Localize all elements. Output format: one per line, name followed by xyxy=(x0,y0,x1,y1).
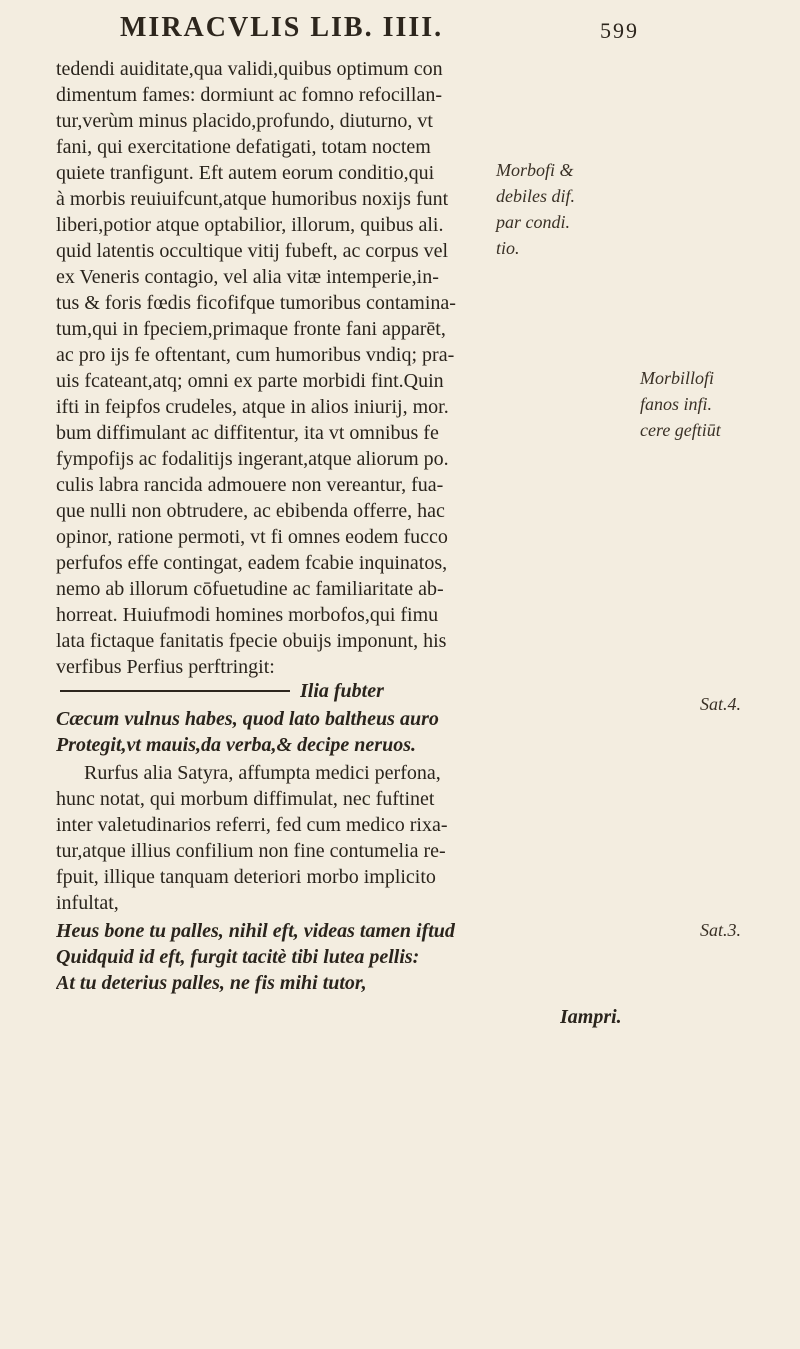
margin-note: cere geftiūt xyxy=(640,420,721,440)
text-line: horreat. Huiufmodi homines morbofos,qui fimu xyxy=(56,604,439,626)
text-line: infultat, xyxy=(56,892,119,914)
text-line: culis labra rancida admouere non vereantur, fua- xyxy=(56,474,444,496)
text-line: uis fcateant,atq; omni ex parte morbidi fint.Quin xyxy=(56,370,444,392)
text-line: ifti in feipfos crudeles, atque in alios iniurij, mor. xyxy=(56,396,449,418)
page-number: 599 xyxy=(600,18,639,43)
text-line: fpuit, illique tanquam deteriori morbo implicito xyxy=(56,866,436,888)
margin-note: Morbofi & xyxy=(496,160,574,180)
text-line: ac pro ijs fe oftentant, cum humoribus vndiq; pra- xyxy=(56,344,455,366)
text-line: verfibus Perfius perftringit: xyxy=(56,656,275,678)
text-line: fympofijs ac fodalitijs ingerant,atque aliorum po. xyxy=(56,448,449,470)
verse-line: Heus bone tu palles, nihil eft, videas tamen iftud xyxy=(56,920,455,942)
text-line: fani, qui exercitatione defatigati, totam noctem xyxy=(56,136,431,158)
margin-note: Sat.3. xyxy=(700,920,742,940)
verse-line: Protegit,vt mauis,da verba,& decipe neruos. xyxy=(56,734,416,756)
text-line: quid latentis occultique vitij fubeft, ac corpus vel xyxy=(56,240,449,262)
margin-note: tio. xyxy=(496,238,520,258)
text-line: à morbis reuiuifcunt,atque humoribus noxijs funt xyxy=(56,188,449,210)
verse-line: Ilia fubter xyxy=(300,680,384,702)
verse-rule xyxy=(60,690,290,692)
text-line: Rurfus alia Satyra, affumpta medici perfona, xyxy=(84,762,441,784)
text-line: liberi,potior atque optabilior, illorum, quibus ali. xyxy=(56,214,444,236)
text-line: opinor, ratione permoti, vt fi omnes eodem fucco xyxy=(56,526,448,548)
text-line: que nulli non obtrudere, ac ebibenda offerre, hac xyxy=(56,500,445,522)
text-line: quiete tranfigunt. Eft autem eorum conditio,qui xyxy=(56,162,435,184)
margin-note: Sat.4. xyxy=(700,694,742,714)
text-line: perfufos effe contingat, eadem fcabie inquinatos, xyxy=(56,552,448,574)
verse-line: Cæcum vulnus habes, quod lato baltheus auro xyxy=(56,708,439,730)
text-line: nemo ab illorum cōfuetudine ac familiaritate ab- xyxy=(56,578,444,600)
running-header xyxy=(120,12,660,48)
margin-note: debiles dif. xyxy=(496,186,575,206)
text-line: hunc notat, qui morbum diffimulat, nec fuftinet xyxy=(56,788,435,810)
catchword: Iampri. xyxy=(560,1006,622,1028)
text-line: bum diffimulant ac diffitentur, ita vt omnibus fe xyxy=(56,422,439,444)
text-line: tum,qui in fpeciem,primaque fronte fani apparēt, xyxy=(56,318,446,340)
text-line: tus & foris fœdis ficofifque tumoribus contamina- xyxy=(56,292,456,314)
text-line: lata fictaque fanitatis fpecie obuijs imponunt, his xyxy=(56,630,447,652)
verse-line: At tu deterius palles, ne fis mihi tutor, xyxy=(56,972,367,994)
text-line: tur,atque illius confilium non fine contumelia re- xyxy=(56,840,446,862)
margin-note: par condi. xyxy=(496,212,570,232)
header-title: MIRACVLIS LIB. IIII. xyxy=(120,12,444,43)
text-line: tedendi auiditate,qua validi,quibus optimum con xyxy=(56,58,443,80)
text-line: dimentum fames: dormiunt ac fomno refocillan- xyxy=(56,84,442,106)
text-line: tur,verùm minus placido,profundo, diuturno, vt xyxy=(56,110,433,132)
text-line: ex Veneris contagio, vel alia vitæ intemperie,in- xyxy=(56,266,439,288)
margin-note: fanos infi. xyxy=(640,394,713,414)
margin-note: Morbillofi xyxy=(640,368,715,388)
text-line: inter valetudinarios referri, fed cum medico rixa- xyxy=(56,814,448,836)
verse-line: Quidquid id eft, furgit tacitè tibi lutea pellis: xyxy=(56,946,420,968)
